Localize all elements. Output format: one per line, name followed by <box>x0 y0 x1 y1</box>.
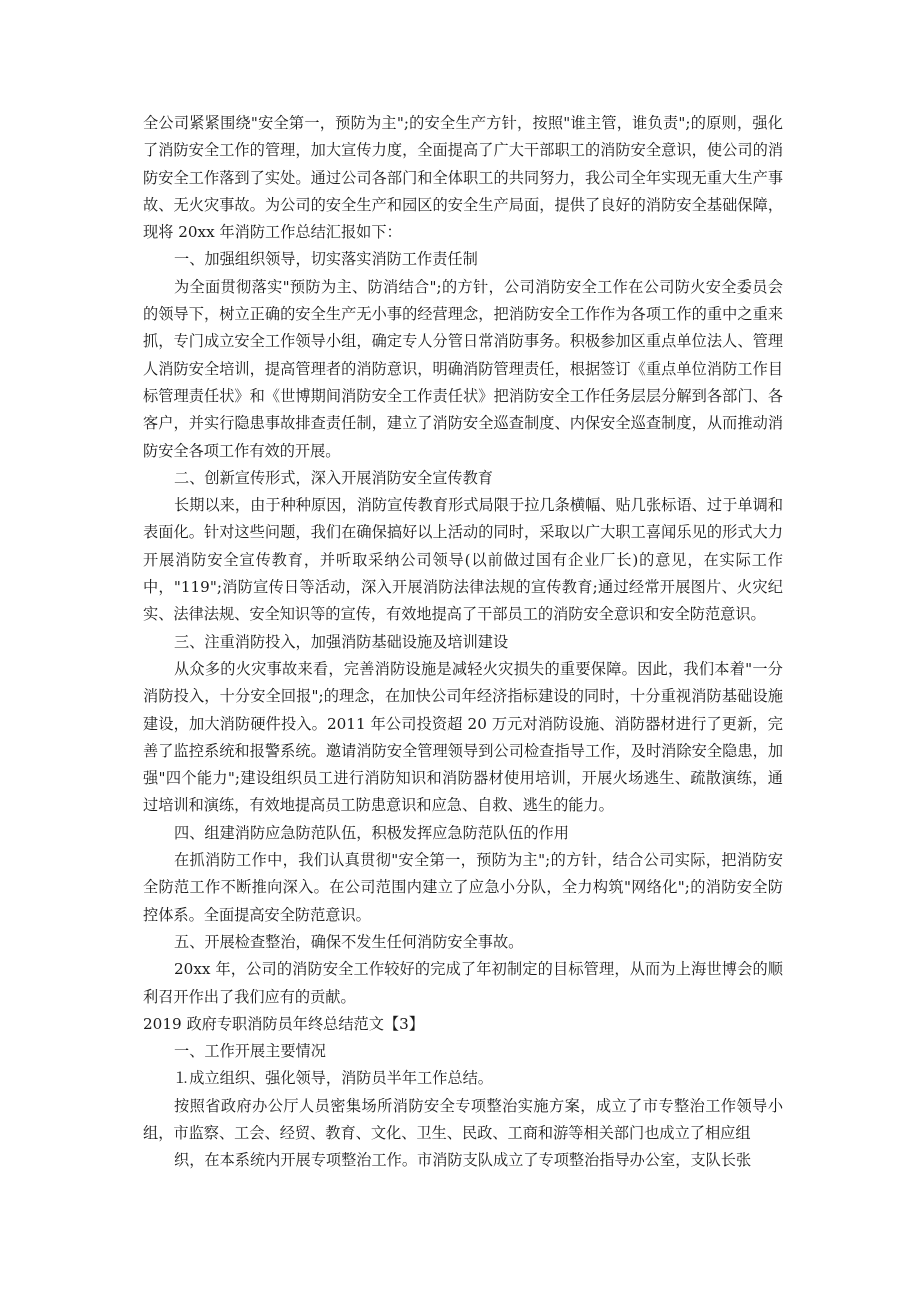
subsection-heading-1-1: ⒈成立组织、强化领导，消防员半年工作总结。 <box>174 1069 493 1088</box>
section-heading-4: 四、组建消防应急防范队伍，积极发挥应急防范队伍的作用 <box>174 823 569 842</box>
intro-paragraph: 全公司紧紧围绕"安全第一，预防为主";的安全生产方针，按照"谁主管，谁负责";的原则，强化了消防安全工作的管理，加大宣传力度，全面提高了广大干部职工的消防安全意识，使公司的消防安全工作落到了实处。通过公司各部门和全体职工的共同努力，我公司全年实现无重大生产事故、无火灾事故。为公司的安全生产和园区的安全生产局面，提供了良好的消防安全基础保障，现将 20xx 年消防工作总结汇报如下： <box>143 114 783 242</box>
section-heading-2: 二、创新宣传形式，深入开展消防安全宣传教育 <box>174 468 493 487</box>
document-body <box>143 110 783 1175</box>
section-body-4: 在抓消防工作中，我们认真贯彻"安全第一，预防为主";的方针，结合公司实际，把消防安全防范工作不断推向深入。在公司范围内建立了应急小分队，全力构筑"网络化";的消防安全防控体系。全面提高安全防范意识。 <box>143 851 783 924</box>
section-body-5: 20xx 年，公司的消防安全工作较好的完成了年初制定的目标管理，从而为上海世博会的顺利召开作出了我们应有的贡献。 <box>143 960 783 1006</box>
section-body-2: 长期以来，由于种种原因，消防宣传教育形式局限于拉几条横幅、贴几张标语、过于单调和表面化。针对这些问题，我们在确保搞好以上活动的同时，采取以广大职工喜闻乐见的形式大力开展消防安全宣传教育，并听取采纳公司领导(以前做过国有企业厂长)的意见，在实际工作中，"119";消防宣传日等活动，深入开展消防法律法规的宣传教育;通过经常开展图片、火灾纪实、法律法规、安全知识等的宣传，有效地提高了干部员工的消防安全意识和安全防范意识。 <box>143 496 783 624</box>
subsection-heading-1: 一、工作开展主要情况 <box>174 1042 326 1061</box>
section-heading-3: 三、注重消防投入，加强消防基础设施及培训建设 <box>174 632 509 651</box>
article-title: 2019 政府专职消防员年终总结范文【3】 <box>143 1014 424 1033</box>
section-body-1: 为全面贯彻落实"预防为主、防消结合";的方针，公司消防安全工作在公司防火安全委员会的领导下，树立正确的安全生产无小事的经营理念，把消防安全工作作为各项工作的重中之重来抓，专门成立安全工作领导小组，确定专人分管日常消防事务。积极参加区重点单位法人、管理人消防安全培训，提高管理者的消防意识，明确消防管理责任，根据签订《重点单位消防工作目标管理责任状》和《世博期间消防安全工作责任状》把消防安全工作任务层层分解到各部门、各客户，并实行隐患事故排查责任制，建立了消防安全巡查制度、内保安全巡查制度，从而推动消防安全各项工作有效的开展。 <box>143 277 783 460</box>
section-heading-5: 五、开展检查整治，确保不发生任何消防安全事故。 <box>174 932 524 951</box>
subsection-body-1: 按照省政府办公厅人员密集场所消防安全专项整治实施方案，成立了市专整治工作领导小组，市监察、工会、经贸、教育、文化、卫生、民政、工商和游等相关部门也成立了相应组 <box>143 1096 783 1142</box>
section-body-3: 从众多的火灾事故来看，完善消防设施是减轻火灾损失的重要保障。因此，我们本着"一分消防投入，十分安全回报";的理念，在加快公司年经济指标建设的同时，十分重视消防基础设施建设，加大消防硬件投入。2011 年公司投资超 20 万元对消防设施、消防器材进行了更新，完善了监控系统和报警系统。邀请消防安全管理领导到公司检查指导工作，及时消除安全隐患，加强"四个能力";建设组织员工进行消防知识和消防器材使用培训，开展火场逃生、疏散演练，通过培训和演练，有效地提高员工防患意识和应急、自救、逃生的能力。 <box>143 659 783 815</box>
subsection-body-2: 织，在本系统内开展专项整治工作。市消防支队成立了专项整治指导办公室，支队长张 <box>174 1151 752 1170</box>
section-heading-1: 一、加强组织领导，切实落实消防工作责任制 <box>174 250 478 269</box>
